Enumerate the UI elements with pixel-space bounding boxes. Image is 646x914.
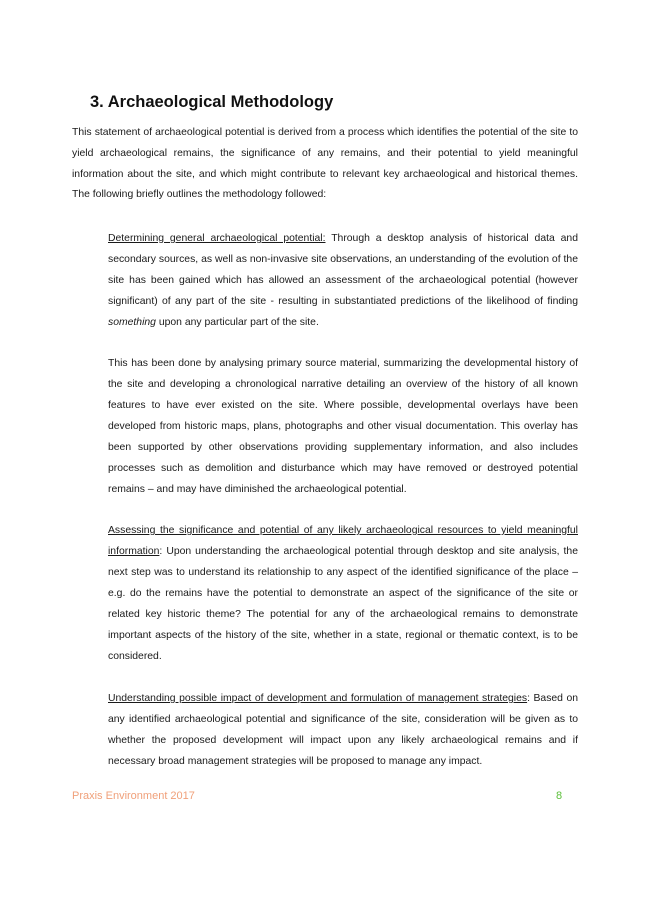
- section-heading: 3. Archaeological Methodology: [90, 93, 334, 111]
- step-emphasis: something: [108, 317, 156, 328]
- step-title: Determining general archaeological potential:: [108, 233, 326, 244]
- methodology-step-significance: [108, 520, 578, 667]
- intro-paragraph: This statement of archaeological potential is derived from a process which identifies the potential of the site to yield archaeological remains, the significance of any remains, and their potential to yield meaningful information about the site, and which might contribute to relevant key archaeological and historical themes. The following briefly outlines the methodology followed:: [72, 127, 578, 201]
- footer-company: Praxis Environment 2017: [72, 790, 195, 802]
- step-text-end: upon any particular part of the site.: [155, 317, 319, 328]
- methodology-analysis-paragraph: This has been done by analysing primary source material, summarizing the developmental history of the site and developing a chronological narrative detailing an overview of the history of all known features to have ever existed on the site. Where possible, developmental overlays have been developed from historic maps, plans, photographs and other visual documentation. This overlay has been supported by other observations providing supplementary information, and also includes processes such as demolition and disturbance which may have removed or destroyed potential remains – and may have diminished the archaeological potential.: [108, 358, 578, 495]
- step-text: : Based on any identified archaeological potential and significance of the site, consideration will be given as to whether the proposed development will impact upon any likely archaeological remains and if necessary broad management strategies will be proposed to manage any impact.: [108, 693, 579, 767]
- step-title: Assessing the significance and potential of any likely archaeological resources to yield meaningful information: [108, 525, 578, 557]
- step-text: : Upon understanding the archaeological potential through desktop and site analysis, the next step was to understand its relationship to any aspect of the identified significance of the place – e.g. do the remains have the potential to demonstrate an aspect of the significance of the site or related key historic theme? The potential for any of the archaeological remains to demonstrate important aspects of the history of the site, whether in a state, regional or thematic context, is to be considered.: [108, 546, 578, 662]
- methodology-step-potential: [108, 228, 578, 333]
- methodology-step-impact: [108, 688, 578, 772]
- step-text: Through a desktop analysis of historical data and secondary sources, as well as non-invasive site observations, an understanding of the evolution of the site has been gained which has allowed an assessment of the archaeological potential (however significant) of any part of the site - resulting in substantiated predictions of the likelihood of finding: [108, 233, 578, 307]
- page-number: 8: [556, 790, 563, 802]
- step-title: Understanding possible impact of development and formulation of management strategies: [108, 693, 528, 704]
